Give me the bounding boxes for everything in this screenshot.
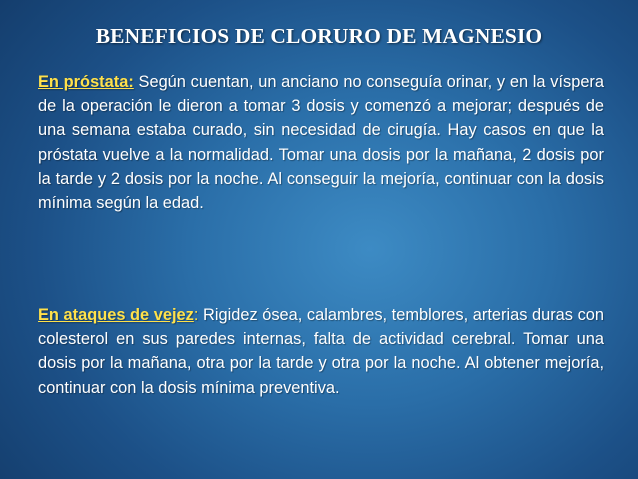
- title-divider: [78, 50, 568, 51]
- paragraph-aging-lead: En ataques de vejez: [38, 306, 194, 324]
- paragraph-prostate: [38, 70, 604, 215]
- slide-title: BENEFICIOS DE CLORURO DE MAGNESIO: [95, 24, 543, 48]
- paragraph-aging-lead-tail: :: [193, 306, 199, 324]
- paragraph-prostate-body: Según cuentan, un anciano no conseguía orinar, y en la víspera de la operación le dieron a tomar 3 dosis y comenzó a mejorar; después de una semana estaba curado, sin necesidad de cirugía. Hay casos en que la próstata vuelve a la normalidad. Tomar una dosis por la mañana, 2 dosis por la tarde y 2 dosis por la noche. Al conseguir la mejoría, continuar con la dosis mínima según la edad.: [38, 73, 605, 213]
- paragraph-prostate-lead: En próstata:: [38, 73, 134, 91]
- paragraph-aging-body: Rigidez ósea, calambres, temblores, arterias duras con colesterol en sus paredes internas, falta de actividad cerebral. Tomar una dosis por la mañana, otra por la tarde y otra por la noche. Al obtener mejoría, continuar con la dosis mínima preventiva.: [38, 306, 604, 397]
- paragraph-aging: [38, 303, 604, 400]
